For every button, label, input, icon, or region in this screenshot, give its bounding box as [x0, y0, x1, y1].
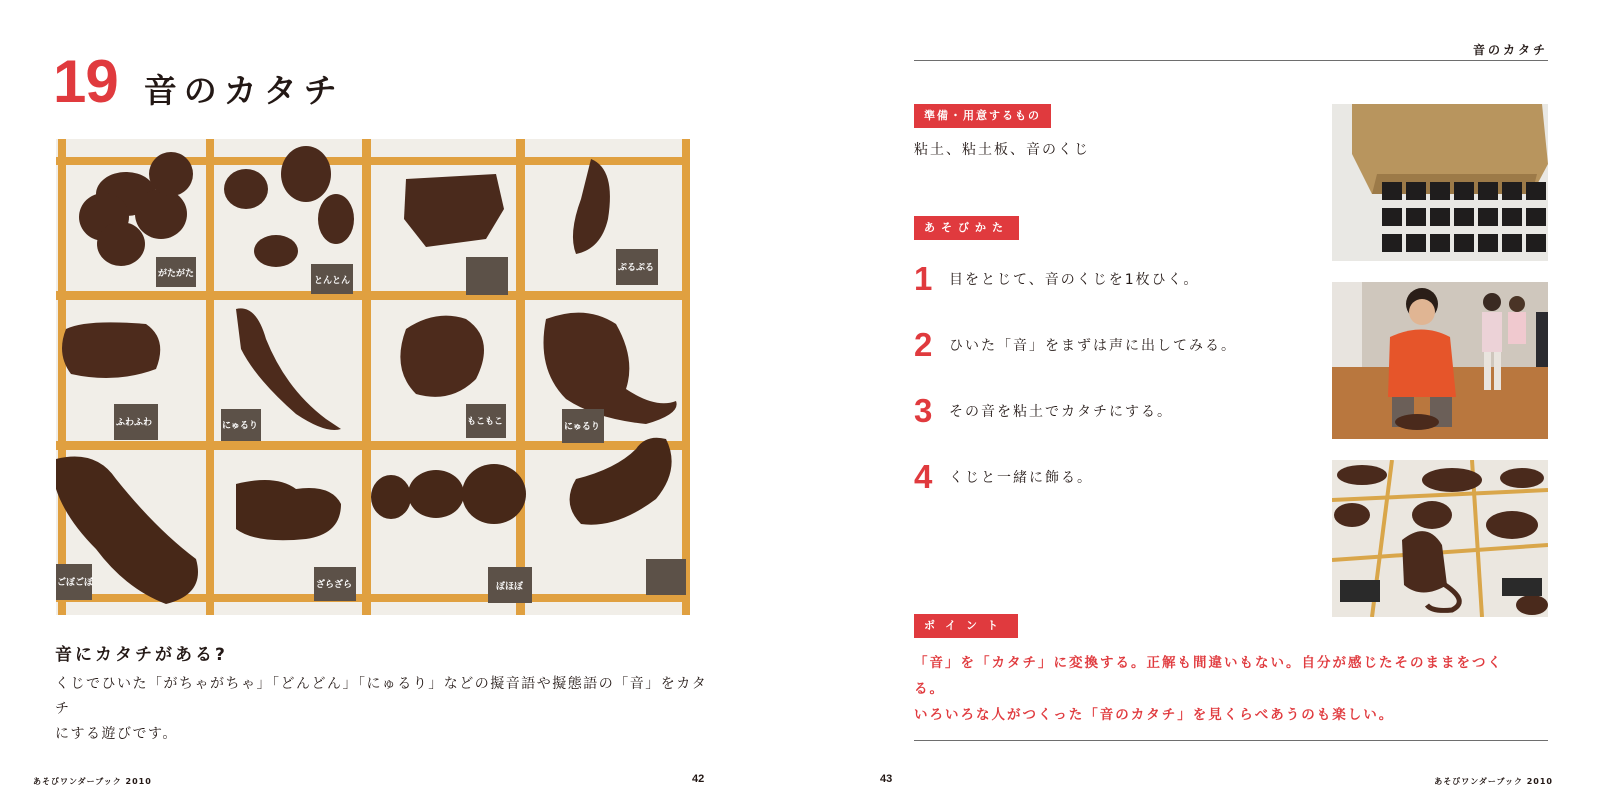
intro-paragraph [55, 672, 715, 747]
howto-label: あそびかた [914, 216, 1019, 240]
lottery-cards-photo [1332, 104, 1548, 261]
step-text: ひいた「音」をまずは声に出してみる。 [949, 337, 1237, 354]
step-number: 4 [914, 458, 933, 495]
step-text: その音を粘土でカタチにする。 [949, 403, 1173, 420]
step-number: 1 [914, 260, 933, 297]
chapter-title [53, 48, 344, 115]
point-line: いろいろな人がつくった「音のカタチ」を見くらべあうのも楽しい。 [914, 707, 1395, 723]
point-text [914, 650, 1514, 728]
photo-label: もこもこ [467, 417, 504, 427]
clay-shapes-photo [56, 139, 690, 615]
footer-book-title: あそびワンダーブック 2010 [1434, 777, 1553, 786]
materials-label: 準備・用意するもの [914, 104, 1051, 128]
photo-label: とんとん [314, 276, 351, 286]
photo-label: にゅるり [222, 421, 258, 431]
photo-label: がたがた [158, 269, 195, 279]
footer-book-title: あそびワンダーブック 2010 [33, 777, 152, 786]
step-text: 目をとじて、音のくじを1枚ひく。 [949, 271, 1200, 288]
photo-label: ぷるぷる [618, 263, 655, 273]
photo-label: ふわふわ [116, 418, 153, 428]
step-4 [914, 460, 1093, 493]
step-2 [914, 328, 1237, 361]
step-1 [914, 262, 1199, 295]
chapter-name: 音のカタチ [143, 71, 344, 110]
step-number: 3 [914, 392, 933, 429]
clay-display-photo [1332, 460, 1548, 617]
step-3 [914, 394, 1173, 427]
top-divider [914, 60, 1548, 61]
point-label: ポイント [914, 614, 1018, 638]
bottom-divider [914, 740, 1548, 741]
chapter-number: 19 [53, 48, 118, 115]
intro-line: くじでひいた「がちゃがちゃ」「どんどん」「にゅるり」などの擬音語や擬態語の「音」をカタチ [55, 676, 708, 717]
child-making-clay-photo [1332, 282, 1548, 439]
photo-label: ぼほぼ [496, 582, 524, 592]
running-head: 音のカタチ [1472, 43, 1548, 57]
photo-label: ごぼごぼ [57, 578, 94, 588]
photo-label: ざらざら [316, 580, 353, 590]
right-page [800, 0, 1600, 796]
sub-heading: 音にカタチがある? [55, 645, 228, 665]
step-number: 2 [914, 326, 933, 363]
point-line: 「音」を「カタチ」に変換する。正解も間違いもない。自分が感じたそのままをつくる。 [914, 655, 1503, 697]
materials-text: 粘土、粘土板、音のくじ [914, 142, 1090, 158]
page-number: 42 [692, 773, 705, 785]
page-number: 43 [880, 773, 893, 785]
photo-label: にゅるり [564, 422, 600, 432]
intro-line: にする遊びです。 [55, 726, 178, 742]
step-text: くじと一緒に飾る。 [949, 469, 1093, 486]
